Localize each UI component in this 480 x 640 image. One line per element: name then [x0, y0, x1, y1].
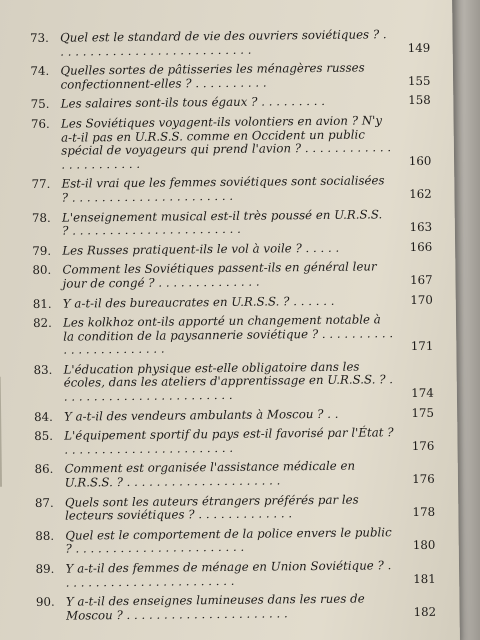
entry-question: Y a-t-il des femmes de ménage en Union Soviétique ? . . . . . . . . . . . . . . . . . . . . . . . .	[65, 558, 392, 590]
entry-question: Comment est organisée l'assistance médicale en U.R.S.S. ? . . . . . . . . . . . . . . . . . . . . .	[64, 459, 356, 490]
entry-page-number: 174	[411, 385, 434, 401]
entry-question: Les Soviétiques voyagent-ils volontiers en avion ? N'y a-t-il pas en U.R.S.S. comme en Occident un public spécial de voyageurs qui prend l'avion ? . . . . . . . . . . . . . . . . . . . . . . .	[60, 113, 392, 172]
toc-entry	[33, 293, 433, 311]
entry-page-number: 175	[411, 405, 435, 420]
entry-number: 75.	[30, 97, 50, 112]
toc-entry	[31, 94, 431, 112]
entry-question: Y a-t-il des vendeurs ambulants à Moscou ? . .	[63, 406, 339, 424]
entry-page-number: 170	[410, 292, 433, 307]
page-edge-mark	[0, 377, 2, 487]
entry-number: 74.	[30, 63, 50, 79]
entry-question: L'éducation physique est-elle obligatoire dans les écoles, dans les ateliers d'apprentissage en U.R.S.S. ? . . . . . . . . . . . . . . . . . . . . . . . .	[63, 359, 394, 404]
entry-number: 90.	[35, 594, 55, 610]
entry-question: Y a-t-il des bureaucrates en U.R.S.S. ? . . . . . .	[62, 293, 335, 311]
toc-entry	[32, 260, 432, 291]
toc-entry	[36, 559, 436, 590]
toc-entry	[33, 360, 433, 405]
toc-entry	[35, 526, 435, 557]
entry-question: Comment les Soviétiques passent-ils en général leur jour de congé ? . . . . . . . . . . . . . .	[62, 259, 377, 291]
toc-entry	[34, 426, 434, 457]
entry-question: Quel est le comportement de la police envers le public ? . . . . . . . . . . . . . . . . . . . . . . .	[65, 525, 392, 557]
toc-entry	[34, 406, 434, 424]
entry-number: 84.	[33, 409, 53, 424]
entry-number: 89.	[35, 561, 55, 576]
entry-number: 87.	[34, 495, 54, 510]
entry-page-number: 158	[408, 93, 431, 108]
entry-page-number: 149	[407, 40, 431, 55]
entry-page-number: 178	[412, 505, 436, 520]
entry-page-number: 180	[412, 538, 436, 553]
entry-page-number: 162	[409, 186, 432, 201]
toc-entry	[32, 207, 432, 238]
entry-number: 76.	[30, 116, 50, 131]
entry-question: Y a-t-il des enseignes lumineuses dans les rues de Moscou ? . . . . . . . . . . . . . . . . . . . . . .	[65, 591, 365, 623]
entry-number: 81.	[32, 296, 52, 311]
toc-entry	[30, 28, 430, 59]
toc-entry	[31, 114, 432, 173]
entry-question: Quels sont les auteurs étrangers préférés par les lecteurs soviétiques ? . . . . . . . . . . . . .	[64, 492, 359, 523]
entry-number: 83.	[33, 362, 53, 377]
entry-page-number: 176	[412, 471, 435, 487]
entry-page-number: 163	[409, 219, 433, 235]
entry-page-number: 167	[410, 272, 433, 287]
toc-entry	[32, 174, 432, 205]
entry-number: 73.	[29, 30, 49, 45]
entry-question: Quel est le standard de vie des ouvriers soviétiques ? . . . . . . . . . . . . . . . . . . . . . . . . . . .	[59, 27, 387, 59]
entry-question: Les salaires sont-ils tous égaux ? . . . . . . . . .	[60, 94, 326, 112]
entry-number: 86.	[34, 462, 54, 477]
entry-number: 85.	[34, 429, 54, 444]
entry-question: Les kolkhoz ont-ils apporté un changement notable à la condition de la paysannerie soviétique ? . . . . . . . . . . . . . . . . . . . . . . . .	[62, 312, 394, 357]
entry-page-number: 176	[411, 438, 435, 453]
entry-number: 82.	[32, 315, 52, 331]
entry-page-number: 166	[409, 239, 433, 254]
entry-question: Les Russes pratiquent-ils le vol à voile ? . . . . .	[62, 240, 340, 258]
toc-entry	[35, 459, 435, 490]
entry-page-number: 181	[413, 571, 436, 586]
entry-number: 80.	[32, 263, 52, 278]
entry-number: 77.	[31, 177, 51, 192]
entry-question: Quelles sortes de pâtisseries les ménagères russes confectionnent-elles ? . . . . . . . . . .	[60, 60, 365, 92]
toc-entry	[35, 492, 435, 523]
entry-question: L'équipement sportif du pays est-il favorisé par l'État ? . . . . . . . . . . . . . . . . . . . . . . .	[64, 425, 394, 457]
entry-question: L'enseignement musical est-il très poussé en U.R.S.S. ? . . . . . . . . . . . . . . . . . . . . . . .	[61, 206, 383, 238]
entry-number: 78.	[31, 210, 51, 225]
toc-entry	[33, 313, 433, 358]
entry-page-number: 155	[407, 73, 431, 88]
entry-page-number: 182	[413, 604, 437, 619]
toc-entry	[36, 592, 436, 623]
entry-question: Est-il vrai que les femmes soviétiques sont socialisées ? . . . . . . . . . . . . . . . . . . . . . .	[61, 173, 385, 205]
entry-number: 88.	[35, 528, 55, 543]
entry-number: 79.	[32, 243, 52, 258]
toc-entry	[30, 61, 430, 92]
entry-page-number: 160	[408, 153, 432, 168]
toc-entry	[32, 241, 432, 259]
entry-page-number: 171	[410, 339, 434, 354]
table-of-contents	[30, 28, 436, 630]
